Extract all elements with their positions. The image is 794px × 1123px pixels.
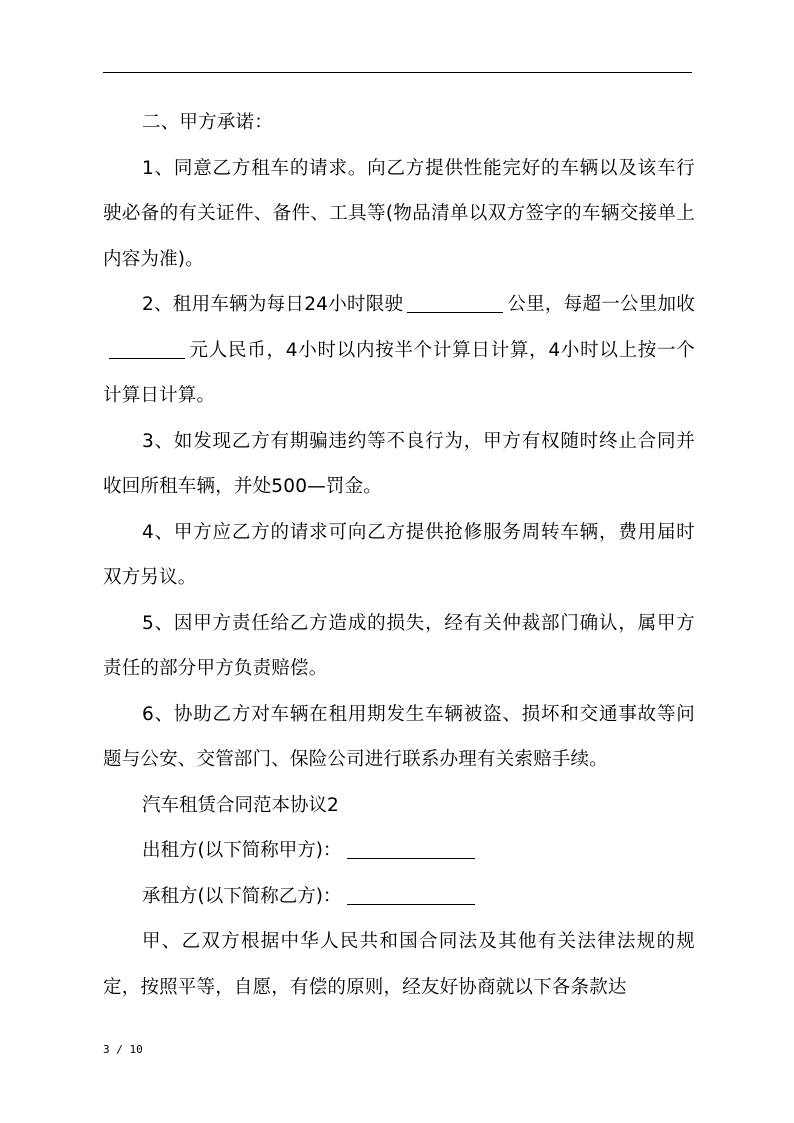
- page-number: 3 / 10: [103, 1043, 143, 1056]
- lessor-label: 出租方(以下简称甲方)：: [142, 840, 342, 861]
- commitment-item-5: 5、因甲方责任给乙方造成的损失，经有关仲裁部门确认，属甲方责任的部分甲方负责赔偿。: [103, 612, 695, 679]
- item-2-text-part2: 公里，每超一公里加收: [507, 294, 695, 315]
- lessor-name-blank: [347, 840, 475, 860]
- lessee-line: [103, 874, 695, 920]
- commitment-item-4: 4、甲方应乙方的请求可向乙方提供抢修服务周转车辆，费用届时双方另议。: [103, 521, 695, 588]
- commitment-item-6: 6、协助乙方对车辆在租用期发生车辆被盗、损坏和交通事故等问题与公安、交管部门、保险公司进行联系办理有关索赔手续。: [103, 703, 695, 770]
- mileage-limit-blank: [407, 294, 503, 314]
- lessor-line: [103, 828, 695, 874]
- agreement-intro: 甲、乙双方根据中华人民共和国合同法及其他有关法律法规的规定，按照平等，自愿，有偿的原则，经友好协商就以下各条款达: [103, 931, 695, 998]
- lessee-label: 承租方(以下简称乙方)：: [142, 885, 342, 907]
- agreement-title: 汽车租赁合同范本协议2: [142, 794, 339, 816]
- commitment-item-1: 1、同意乙方租车的请求。向乙方提供性能完好的车辆以及该车行驶必备的有关证件、备件、工具等(物品清单以双方签字的车辆交接单上内容为准)。: [103, 157, 695, 270]
- commitment-item-2: [103, 282, 695, 419]
- item-2-text-part1: 2、租用车辆为每日24小时限驶: [142, 294, 404, 315]
- header-rule: [103, 72, 692, 73]
- lessee-name-blank: [347, 885, 475, 905]
- document-body: [103, 100, 695, 1010]
- commitment-item-3: 3、如发现乙方有期骗违约等不良行为，甲方有权随时终止合同并收回所租车辆，并处500—罚金。: [103, 430, 695, 497]
- section-heading: 二、甲方承诺：: [142, 112, 273, 133]
- surcharge-amount-blank: [109, 339, 185, 359]
- item-2-text-part3: 元人民币，4小时以内按半个计算日计算，4小时以上按一个计算日计算。: [103, 339, 695, 406]
